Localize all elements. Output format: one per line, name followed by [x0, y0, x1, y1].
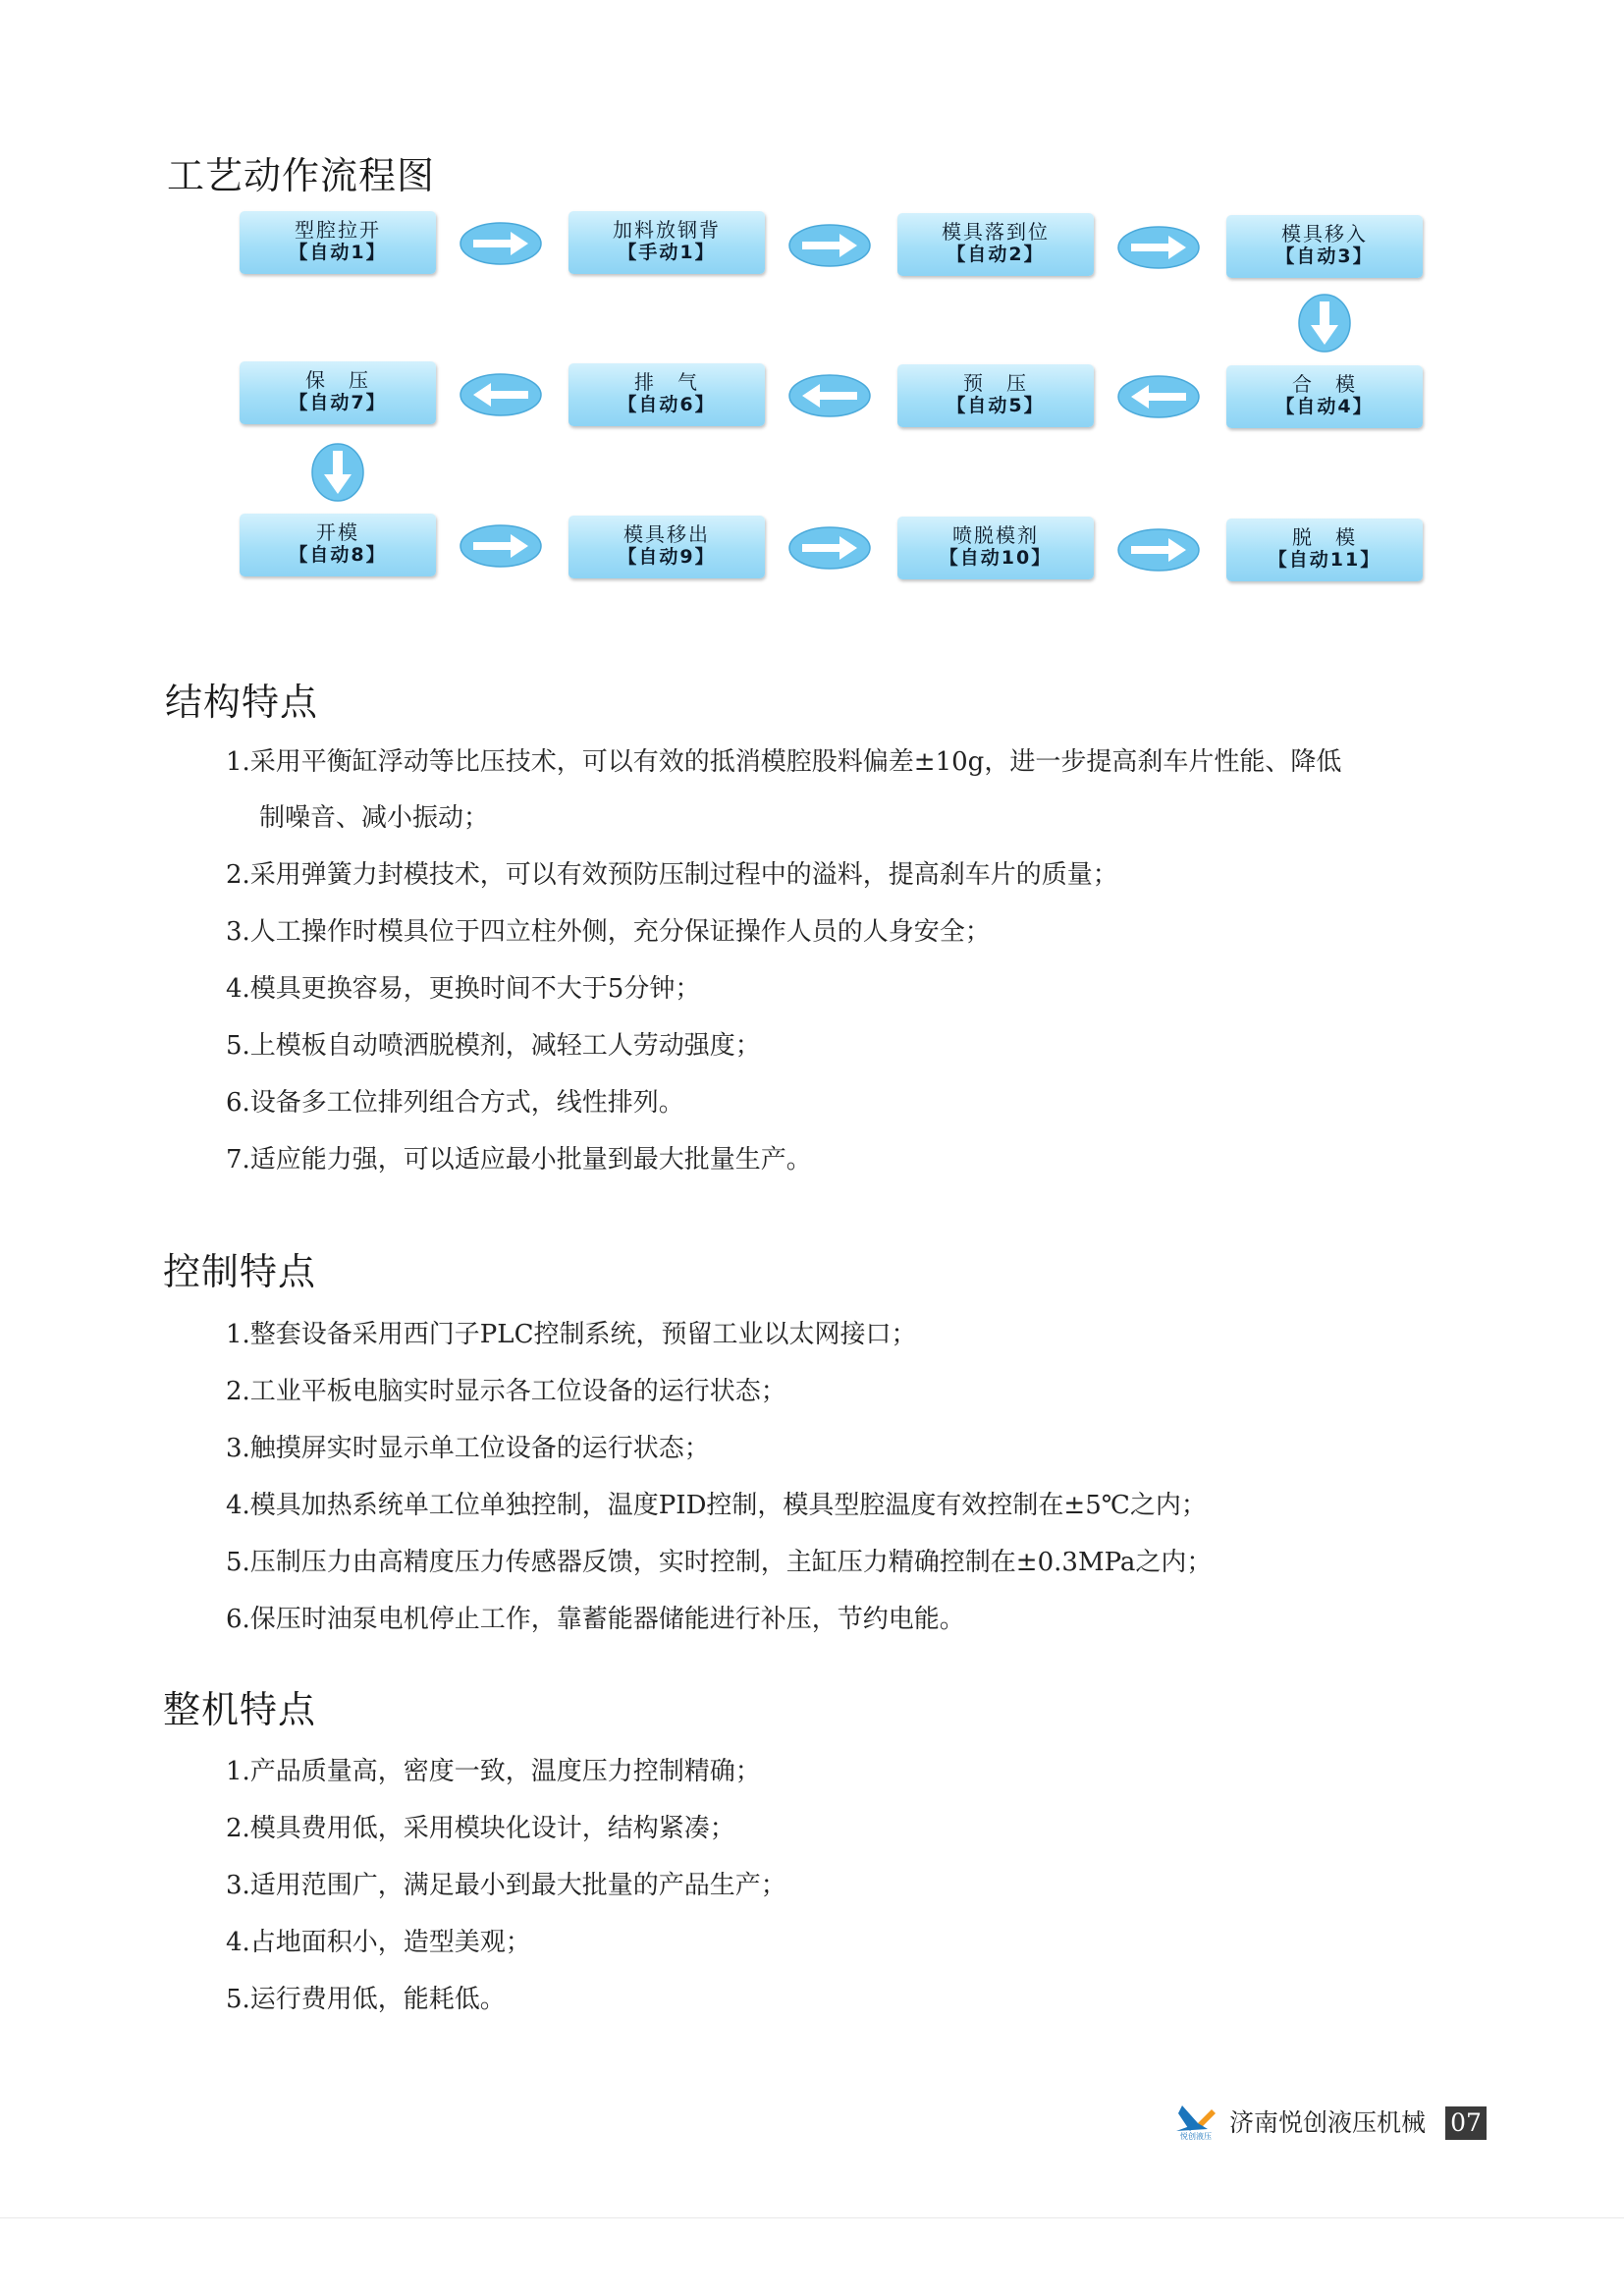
page-number: 07 — [1445, 2106, 1487, 2140]
step-code: 【自动2】 — [947, 244, 1045, 265]
step-box — [568, 516, 765, 578]
arrow-down-icon — [1297, 294, 1352, 353]
structure-heading: 结构特点 — [165, 681, 319, 724]
list-item: 5.运行费用低，能耗低。 — [226, 1985, 506, 2014]
machine-list — [226, 1743, 786, 2028]
step-code: 【自动4】 — [1275, 396, 1374, 417]
list-item: 1.整套设备采用西门子PLC控制系统，预留工业以太网接口； — [226, 1320, 917, 1349]
list-item: 5.上模板自动喷洒脱模剂，减轻工人劳动强度； — [226, 1031, 761, 1061]
list-item: 3.人工操作时模具位于四立柱外侧，充分保证操作人员的人身安全； — [226, 917, 991, 947]
logo-text: 悦创液压 — [1180, 2132, 1212, 2141]
step-name: 模具移出 — [623, 522, 710, 546]
arrow-right-icon — [460, 523, 542, 569]
machine-heading: 整机特点 — [163, 1688, 317, 1731]
step-name: 加料放钢背 — [613, 218, 721, 242]
step-name: 开模 — [316, 520, 359, 544]
list-item: 4.模具加热系统单工位单独控制，温度PID控制，模具型腔温度有效控制在±5℃之内； — [226, 1491, 1207, 1520]
arrow-left-icon — [1117, 374, 1200, 419]
list-item: 5.压制压力由高精度压力传感器反馈，实时控制，主缸压力精确控制在±0.3MPa之内； — [226, 1548, 1213, 1577]
arrow-down-icon — [310, 443, 365, 502]
list-item: 6.设备多工位排列组合方式，线性排列。 — [226, 1088, 684, 1118]
step-box — [240, 361, 436, 424]
step-code: 【自动6】 — [618, 394, 716, 415]
step-box — [240, 514, 436, 576]
step-code: 【自动9】 — [618, 546, 716, 568]
step-code: 【自动10】 — [939, 547, 1053, 569]
step-name: 喷脱模剂 — [952, 523, 1039, 547]
step-box — [1226, 215, 1423, 278]
footer — [1168, 2102, 1492, 2141]
list-item: 2.采用弹簧力封模技术，可以有效预防压制过程中的溢料，提高刹车片的质量； — [226, 860, 1118, 890]
structure-list — [226, 735, 1341, 1188]
step-box — [568, 211, 765, 274]
step-box — [568, 363, 765, 426]
step-box — [897, 517, 1094, 579]
step-name: 脱 模 — [1292, 525, 1357, 549]
list-item: 6.保压时油泵电机停止工作，靠蓄能器储能进行补压，节约电能。 — [226, 1605, 965, 1634]
list-item: 3.适用范围广，满足最小到最大批量的产品生产； — [226, 1871, 786, 1900]
step-name: 模具落到位 — [942, 220, 1050, 244]
step-code: 【自动11】 — [1268, 549, 1381, 571]
company-name: 济南悦创液压机械 — [1229, 2108, 1427, 2137]
step-code: 【自动5】 — [947, 395, 1045, 416]
step-code: 【手动1】 — [618, 242, 716, 263]
list-item: 2.工业平板电脑实时显示各工位设备的运行状态； — [226, 1377, 786, 1406]
list-item: 3.触摸屏实时显示单工位设备的运行状态； — [226, 1434, 710, 1463]
step-code: 【自动7】 — [289, 392, 387, 413]
step-code: 【自动8】 — [289, 544, 387, 566]
list-item: 制噪音、减小振动； — [259, 803, 490, 833]
step-name: 保 压 — [305, 368, 370, 392]
arrow-left-icon — [788, 373, 871, 418]
list-item: 1.产品质量高，密度一致，温度压力控制精确； — [226, 1757, 761, 1786]
list-item: 2.模具费用低，采用模块化设计，结构紧凑； — [226, 1814, 735, 1843]
list-item: 4.占地面积小，造型美观； — [226, 1928, 531, 1957]
process-flowchart — [236, 211, 1424, 584]
step-name: 预 压 — [963, 371, 1028, 395]
arrow-right-icon — [788, 223, 871, 268]
step-name: 模具移入 — [1281, 222, 1368, 246]
list-item: 1.采用平衡缸浮动等比压技术，可以有效的抵消模腔股料偏差±10g，进一步提高刹车片性能、降低 — [226, 747, 1342, 777]
step-name: 合 模 — [1292, 372, 1357, 396]
arrow-right-icon — [1117, 225, 1200, 270]
divider — [0, 2217, 1624, 2218]
step-box — [240, 211, 436, 274]
arrow-right-icon — [1117, 527, 1200, 573]
step-box — [897, 364, 1094, 427]
step-name: 排 气 — [634, 370, 699, 394]
step-code: 【自动1】 — [289, 242, 387, 263]
arrow-right-icon — [460, 221, 542, 266]
step-box — [1226, 365, 1423, 428]
arrow-left-icon — [460, 372, 542, 417]
step-box — [1226, 519, 1423, 581]
list-item: 7.适应能力强，可以适应最小批量到最大批量生产。 — [226, 1145, 812, 1175]
step-box — [897, 213, 1094, 276]
control-list — [226, 1306, 1212, 1648]
flowchart-heading: 工艺动作流程图 — [167, 154, 436, 197]
list-item: 4.模具更换容易，更换时间不大于5分钟； — [226, 974, 701, 1004]
company-logo-icon — [1168, 2102, 1223, 2141]
control-heading: 控制特点 — [163, 1250, 317, 1293]
step-code: 【自动3】 — [1275, 246, 1374, 267]
arrow-right-icon — [788, 525, 871, 571]
step-name: 型腔拉开 — [295, 218, 381, 242]
